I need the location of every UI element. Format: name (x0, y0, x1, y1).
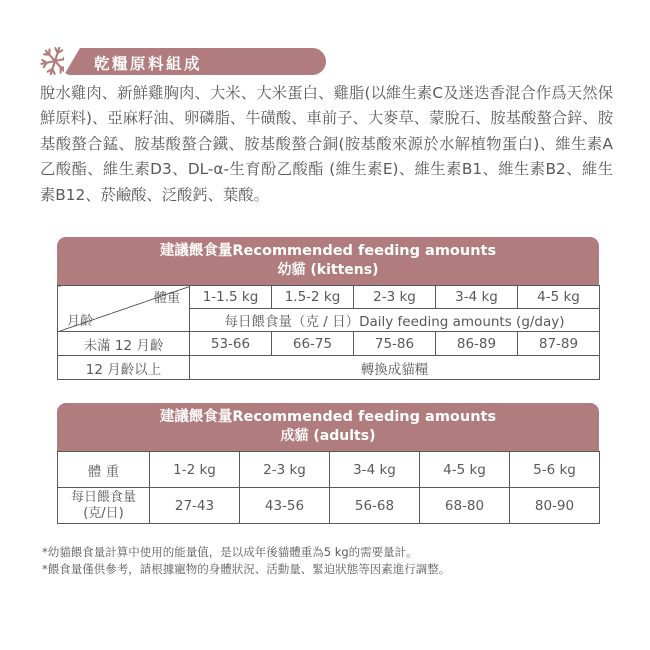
table-row (58, 286, 600, 309)
kitten-table-header (57, 237, 599, 285)
weight-header-cell: 2-3 kg (240, 452, 330, 488)
weight-header-cell: 1-2 kg (150, 452, 240, 488)
ingredients-paragraph: 脫水雞肉、新鮮雞胸肉、大米、大米蛋白、雞脂(以維生素C及迷迭香混合作爲天然保鮮原料)、亞麻籽油、卵磷脂、牛磺酸、車前子、大麥草、蒙脫石、胺基酸螯合鋅、胺基酸螯合錳、胺基酸螯合鐵、胺基酸螯合銅(胺基酸來源於水解植物蛋白)、維生素A乙酸酯、維生素D3、DL-α-生育酚乙酸酯 (維生素E)、維生素B1、維生素B2、維生素B12、菸鹼酸、泛酸鈣、葉酸。 (40, 84, 613, 204)
amount-cell: 75-86 (354, 332, 436, 356)
weight-header-cell: 2-3 kg (354, 286, 436, 309)
table-row (58, 356, 600, 380)
daily-amount-row-label (58, 488, 150, 524)
weight-header-cell: 5-6 kg (510, 452, 600, 488)
age-row-label: 12 月齡以上 (58, 356, 190, 380)
amount-cell: 27-43 (150, 488, 240, 524)
footnotes (42, 544, 612, 577)
amount-cell: 43-56 (240, 488, 330, 524)
amount-cell: 68-80 (420, 488, 510, 524)
weight-row-label: 體 重 (58, 452, 150, 488)
daily-amount-label-cell: 每日餵食量（克 / 日）Daily feeding amounts (g/day) (190, 309, 600, 332)
table-row (58, 488, 600, 524)
weight-header-cell: 3-4 kg (330, 452, 420, 488)
adult-feeding-table (57, 403, 599, 524)
amount-cell: 86-89 (436, 332, 518, 356)
footnote-adjustment: *餵食量僅供參考，請根據寵物的身體狀況、活動量、緊迫狀態等因素進行調整。 (42, 561, 451, 576)
footnote-kitten-energy: *幼貓餵食量計算中使用的能量值，是以成年後貓體重為5 kg的需要量計。 (42, 545, 418, 559)
amount-cell: 87-89 (518, 332, 600, 356)
section-title-banner (64, 48, 326, 75)
amount-cell: 56-68 (330, 488, 420, 524)
kitten-table-title: 建議餵食量Recommended feeding amounts (159, 243, 497, 259)
corner-age-label: 月齡 (67, 314, 94, 329)
corner-weight-label: 體重 (153, 291, 180, 306)
weight-header-cell: 3-4 kg (436, 286, 518, 309)
table-row (58, 452, 600, 488)
adult-table-title: 建議餵食量Recommended feeding amounts (159, 409, 497, 425)
amount-cell: 53-66 (190, 332, 272, 356)
weight-header-cell: 1.5-2 kg (272, 286, 354, 309)
weight-header-cell: 4-5 kg (420, 452, 510, 488)
weight-header-cell: 1-1.5 kg (190, 286, 272, 309)
amount-cell: 80-90 (510, 488, 600, 524)
kitten-table-subtitle: 幼貓 (kittens) (277, 262, 379, 278)
kitten-feeding-table (57, 237, 599, 380)
section-header (38, 44, 612, 78)
switch-food-cell: 轉換成貓糧 (190, 356, 600, 380)
weight-header-cell: 4-5 kg (518, 286, 600, 309)
daily-amount-label-line1: 每日餵食量 (70, 489, 136, 505)
adult-table-header (57, 403, 599, 451)
section-title: 乾糧原料組成 (94, 55, 203, 73)
table-row (58, 332, 600, 356)
age-row-label: 未滿 12 月齡 (58, 332, 190, 356)
daily-amount-label-line2: (克/日) (83, 505, 124, 521)
weight-age-corner-cell (58, 286, 190, 332)
amount-cell: 66-75 (272, 332, 354, 356)
adult-table-subtitle: 成貓 (adults) (280, 428, 376, 444)
